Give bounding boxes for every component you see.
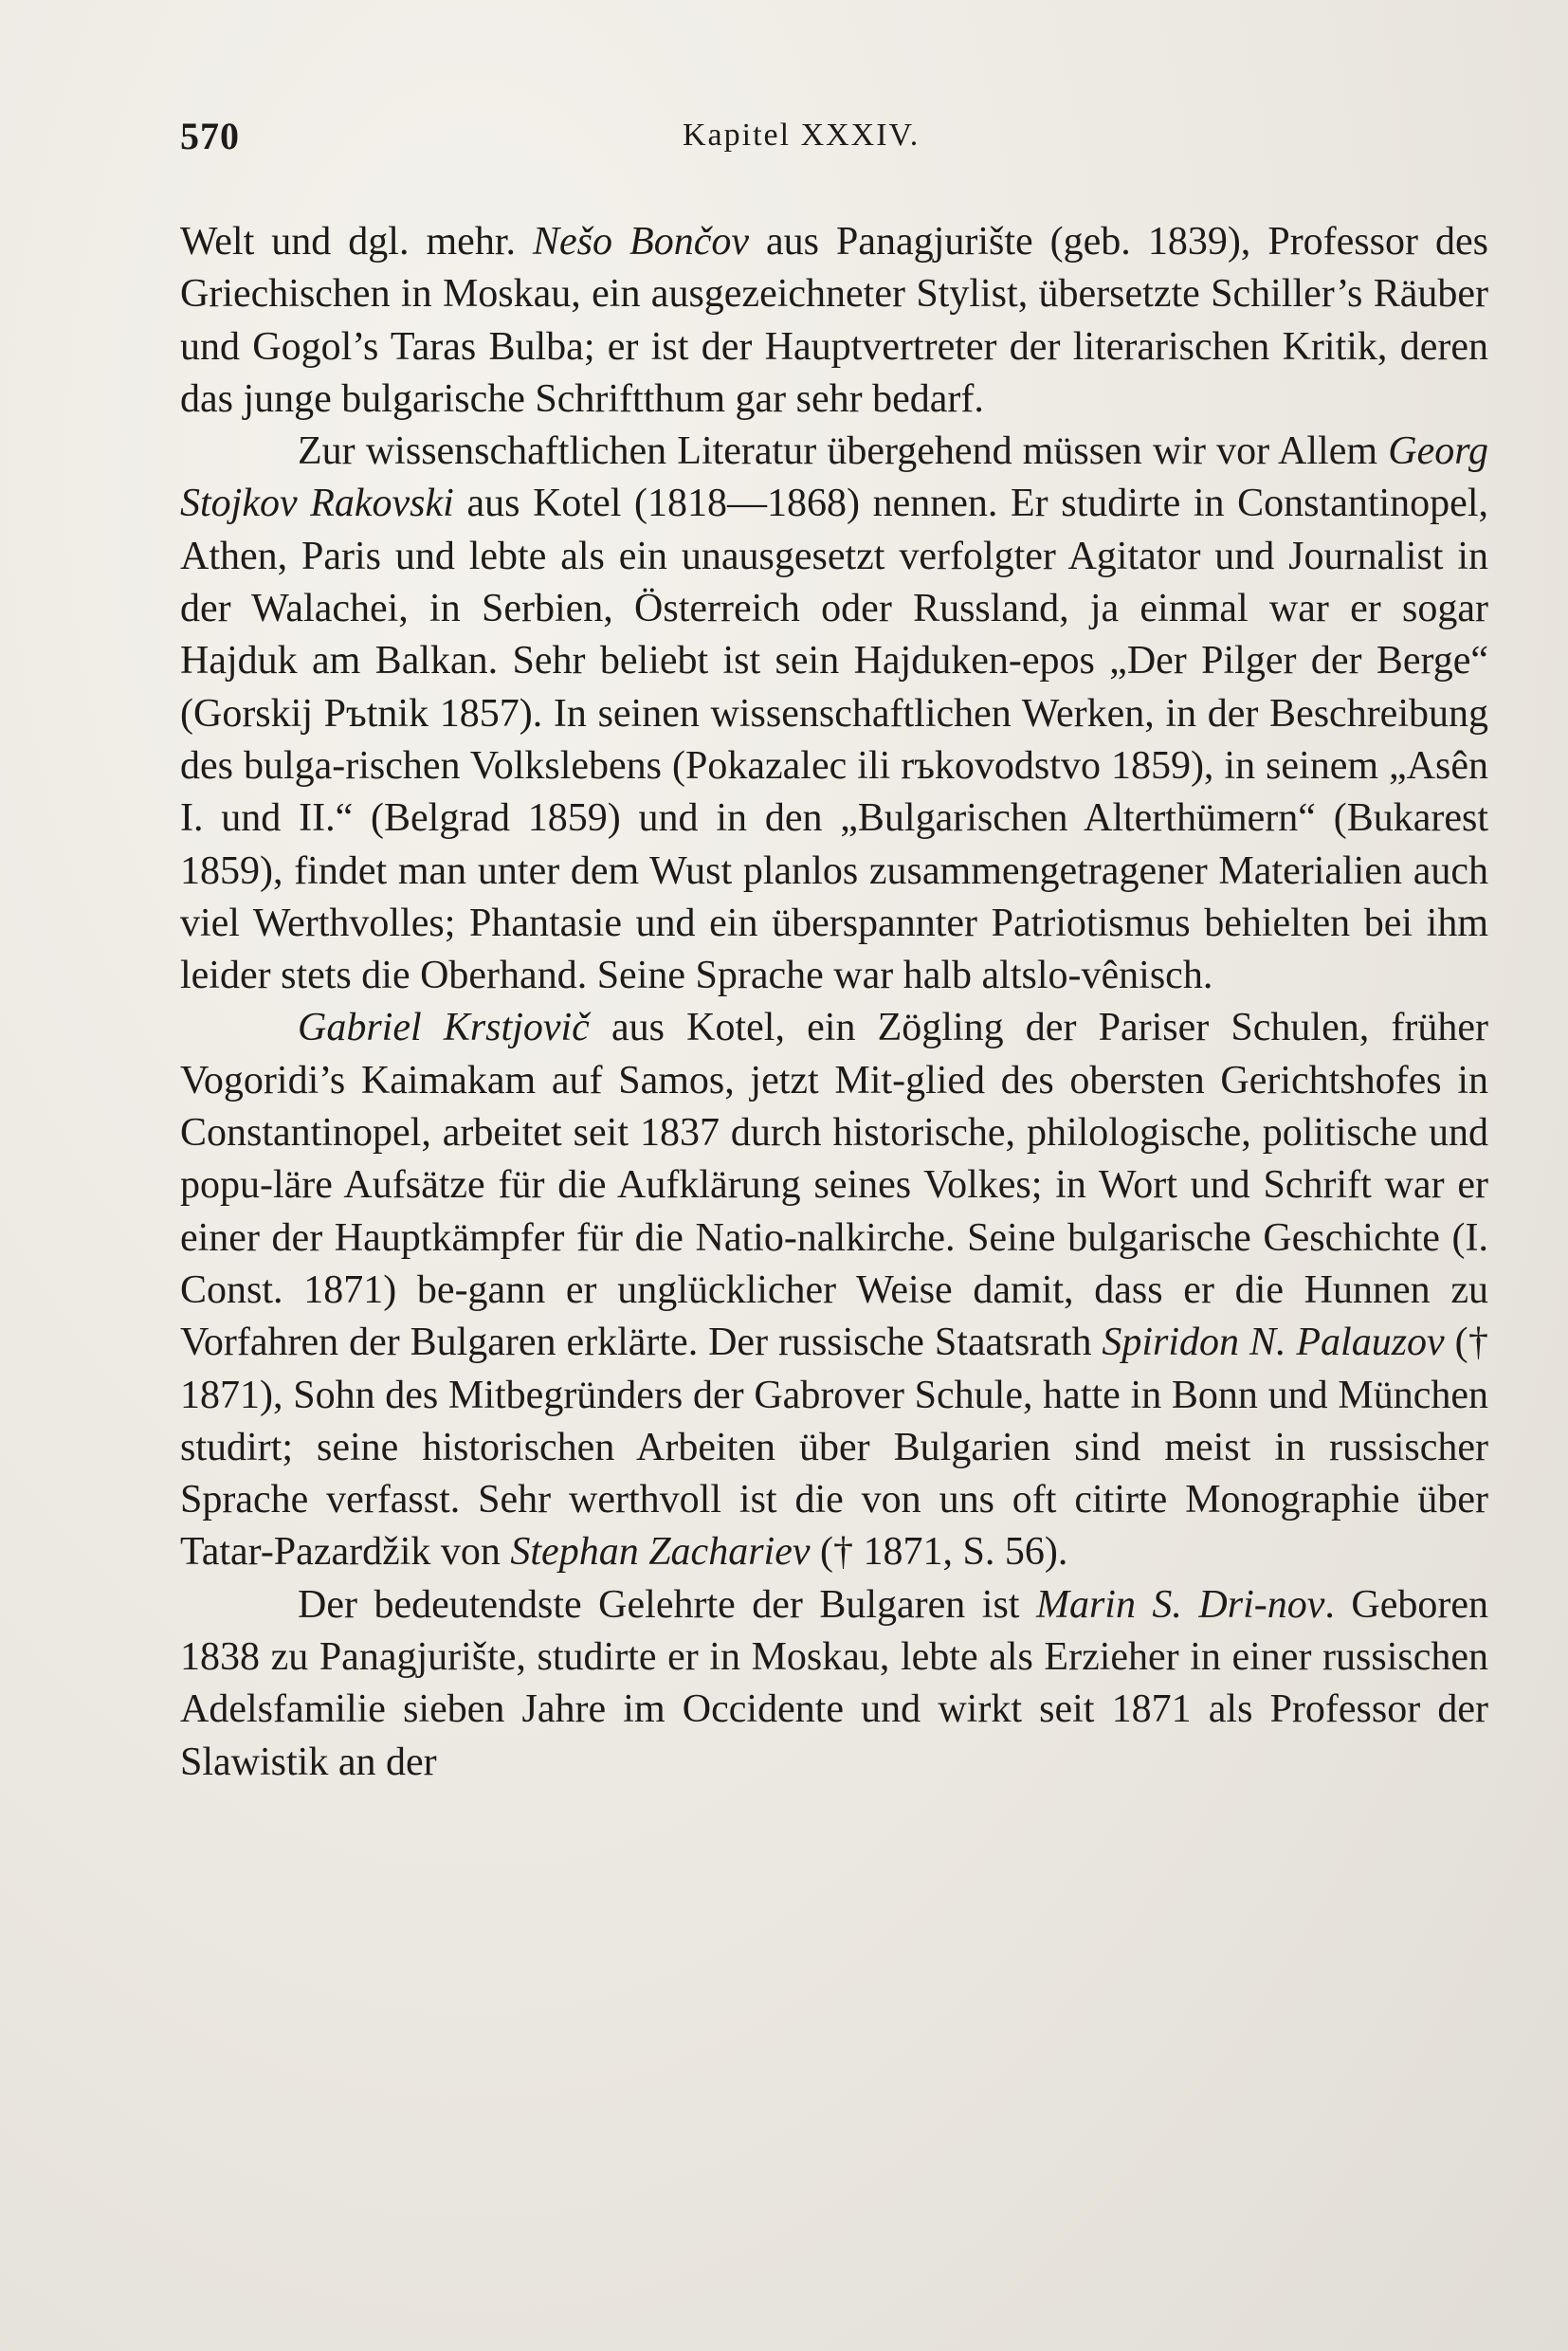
person-name: Stephan Zachariev	[510, 1530, 811, 1575]
text-segment: aus Kotel (1818—1868) nennen. Er studirte in Constantinopel, Athen, Paris und lebte als ein unausgesetzt verfolgter Agitator und Journalist in der Walachei, in Serbien, Österreich oder Russland, ja einmal war er sogar Hajduk am Balkan. Sehr beliebt ist sein Hajduken-epos „Der Pilger der Berge“ (Gorskij Pъtnik 1857). In seinen wissenschaftlichen Werken, in der Beschreibung des bulga-rischen Volkslebens (Pokazalec ili rъkovodstvo 1859), in seinem „Asên I. und II.“ (Belgrad 1859) und in den „Bulgarischen Alterthümern“ (Bukarest 1859), findet man unter dem Wust planlos zusammengetragener Materialien auch viel Werthvolles; Phantasie und ein überspannter Patriotismus behielten bei ihm leider stets die Oberhand. Seine Sprache war halb altslo-vênisch.	[180, 482, 1488, 998]
text-segment: Zur wissenschaftlichen Literatur übergehend müssen wir vor Allem	[298, 429, 1389, 474]
text-segment: Der bedeutendste Gelehrte der Bulgaren ist	[298, 1582, 1036, 1627]
page-header	[180, 114, 1488, 171]
text-segment: († 1871, S. 56).	[810, 1530, 1068, 1575]
paragraph-4	[180, 1579, 1488, 1789]
person-name: Gabriel Krstjovič	[298, 1006, 590, 1050]
body-text	[180, 216, 1488, 1789]
paragraph-1	[180, 216, 1488, 426]
running-head: Kapitel XXXIV.	[683, 118, 921, 153]
text-segment: . Geboren 1838 zu Panagjurište, studirte er in Moskau, lebte als Erzieher in einer russischen Adelsfamilie sieben Jahre im Occidente und wirkt seit 1871 als Professor der Slawistik an der	[180, 1582, 1488, 1784]
person-name: Spiridon N. Palauzov	[1102, 1321, 1445, 1365]
paragraph-3	[180, 1002, 1488, 1578]
person-name: Nešo Bončov	[533, 220, 749, 264]
page-number: 570	[180, 115, 240, 157]
person-name: Marin S. Dri-nov	[1035, 1582, 1325, 1627]
text-segment: († 1871), Sohn des Mitbegründers der Gabrover Schule, hatte in Bonn und München studirt; seine historischen Arbeiten über Bulgarien sind meist in russischer Sprache verfasst. Sehr werthvoll ist die von uns oft citirte Monographie über Tatar-Pazardžik von	[180, 1321, 1488, 1575]
person-name: Georg Stojkov Rakovski	[180, 429, 1488, 526]
text-segment: Welt und dgl. mehr.	[180, 220, 534, 264]
paragraph-2	[180, 426, 1488, 1002]
text-segment: aus Panagjurište (geb. 1839), Professor des Griechischen in Moskau, ein ausgezeichneter Stylist, übersetzte Schiller’s Räuber und Gogol’s Taras Bulba; er ist der Hauptvertreter der literarischen Kritik, deren das junge bulgarische Schriftthum gar sehr bedarf.	[180, 220, 1488, 421]
text-segment: aus Kotel, ein Zögling der Pariser Schulen, früher Vogoridi’s Kaimakam auf Samos, jetzt Mit-glied des obersten Gerichtshofes in Constantinopel, arbeitet seit 1837 durch historische, philologische, politische und popu-läre Aufsätze für die Aufklärung seines Volkes; in Wort und Schrift war er einer der Hauptkämpfer für die Natio-nalkirche. Seine bulgarische Geschichte (I. Const. 1871) be-gann er unglücklicher Weise damit, dass er die Hunnen zu Vorfahren der Bulgaren erklärte. Der russische Staatsrath	[180, 1006, 1488, 1365]
